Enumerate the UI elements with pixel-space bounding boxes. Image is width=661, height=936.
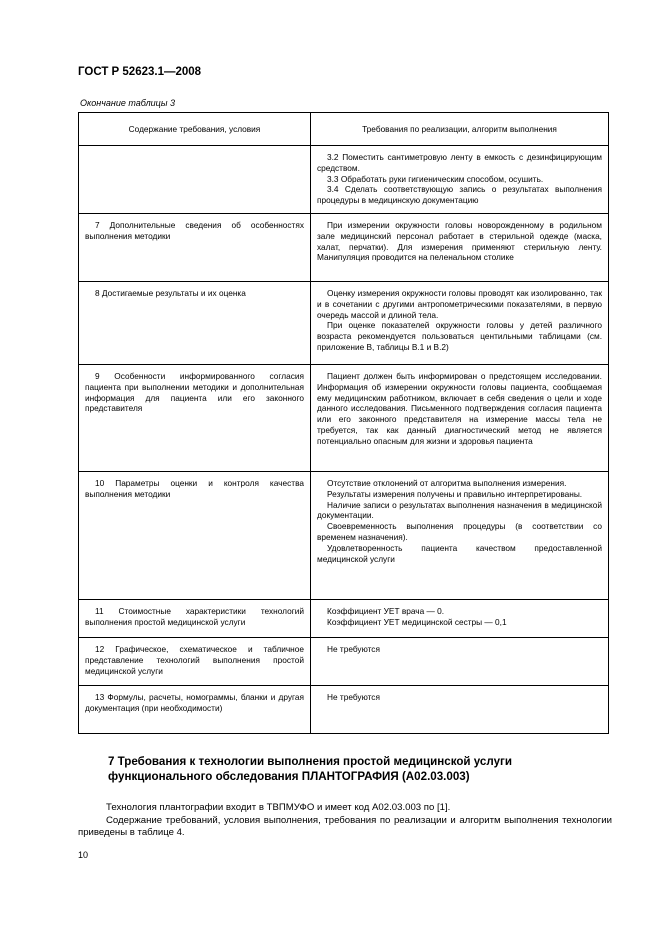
row-requirement: Пациент должен быть информирован о предстоящем исследовании. Информация об измерении окружности головы пациента, сообщаемая ему медицинским работником, включает в себя сведения о цели и ходе данного исследования. Письменного подтверждения согласия пациента или его законного представителя на измерение массы тела не требуется, так как данный диагностический метод не является потенциально опасным для жизни и здоровья пациента <box>311 364 609 471</box>
row-condition: 10 Параметры оценки и контроля качества выполнения методики <box>79 471 311 599</box>
table-header-row <box>79 113 609 146</box>
row-condition: 11 Стоимостные характеристики технологий выполнения простой медицинской услуги <box>79 599 311 637</box>
table-row <box>79 637 609 685</box>
row-condition: 7 Дополнительные сведения об особенностях выполнения методики <box>79 213 311 281</box>
column-header-requirements: Требования по реализации, алгоритм выполнения <box>311 113 609 146</box>
row-requirement: Оценку измерения окружности головы проводят как изолированно, так и в сочетании с другими антропометрическими показателями, в первую очередь массой и длиной тела. При оценке показателей окружности головы у детей различного возраста рекомендуется пользоваться центильными таблицами (см. приложение В, таблицы В.1 и В.2) <box>311 281 609 364</box>
row-condition: 8 Достигаемые результаты и их оценка <box>79 281 311 364</box>
row-requirement: Не требуются <box>311 685 609 733</box>
row-requirement: Не требуются <box>311 637 609 685</box>
table-row <box>79 213 609 281</box>
requirements-table <box>78 112 609 734</box>
column-header-content: Содержание требования, условия <box>79 113 311 146</box>
row-condition: 13 Формулы, расчеты, номограммы, бланки и другая документация (при необходимости) <box>79 685 311 733</box>
page-number: 10 <box>78 850 89 860</box>
section-paragraph: Содержание требований, условия выполнения, требования по реализации и алгоритм выполнения технологии приведены в таблице 4. <box>78 815 612 839</box>
section-title: 7 Требования к технологии выполнения простой медицинской услуги функционального обследования ПЛАНТОГРАФИЯ (А02.03.003) <box>108 755 512 783</box>
section-paragraph: Технология плантографии входит в ТВПМУФО и имеет код А02.03.003 по [1]. <box>106 802 451 813</box>
row-requirement: Отсутствие отклонений от алгоритма выполнения измерения. Результаты измерения получены и правильно интерпретированы. Наличие записи о результатах выполнения назначения в медицинской документации. Своевременность выполнения процедуры (в соответствии со временем назначения). Удовлетворенность пациента качеством предоставленной медицинской услуги <box>311 471 609 599</box>
table-row <box>79 281 609 364</box>
document-code: ГОСТ Р 52623.1—2008 <box>78 66 202 78</box>
table-row <box>79 471 609 599</box>
table-caption: Окончание таблицы 3 <box>80 98 175 108</box>
table-row <box>79 599 609 637</box>
row-condition <box>79 146 311 214</box>
table-row <box>79 685 609 733</box>
row-requirement: 3.2 Поместить сантиметровую ленту в емкость с дезинфицирующим средством. 3.3 Обработать руки гигиеническим способом, осушить. 3.4 Сделать соответствующую запись о результатах выполнения процедуры в медицинскую документацию <box>311 146 609 214</box>
table-row <box>79 146 609 214</box>
row-requirement: При измерении окружности головы новорожденному в родильном зале медицинский персонал работает в стерильной одежде (маска, халат, перчатки). Для измерения применяют стерильную ленту. Манипуляция проводится на пеленальном столике <box>311 213 609 281</box>
row-condition: 9 Особенности информированного согласия пациента при выполнении методики и дополнительная информация для пациента или его законного представителя <box>79 364 311 471</box>
table-row <box>79 364 609 471</box>
row-condition: 12 Графическое, схематическое и табличное представление технологий выполнения простой медицинской услуги <box>79 637 311 685</box>
row-requirement: Коэффициент УЕТ врача — 0. Коэффициент УЕТ медицинской сестры — 0,1 <box>311 599 609 637</box>
